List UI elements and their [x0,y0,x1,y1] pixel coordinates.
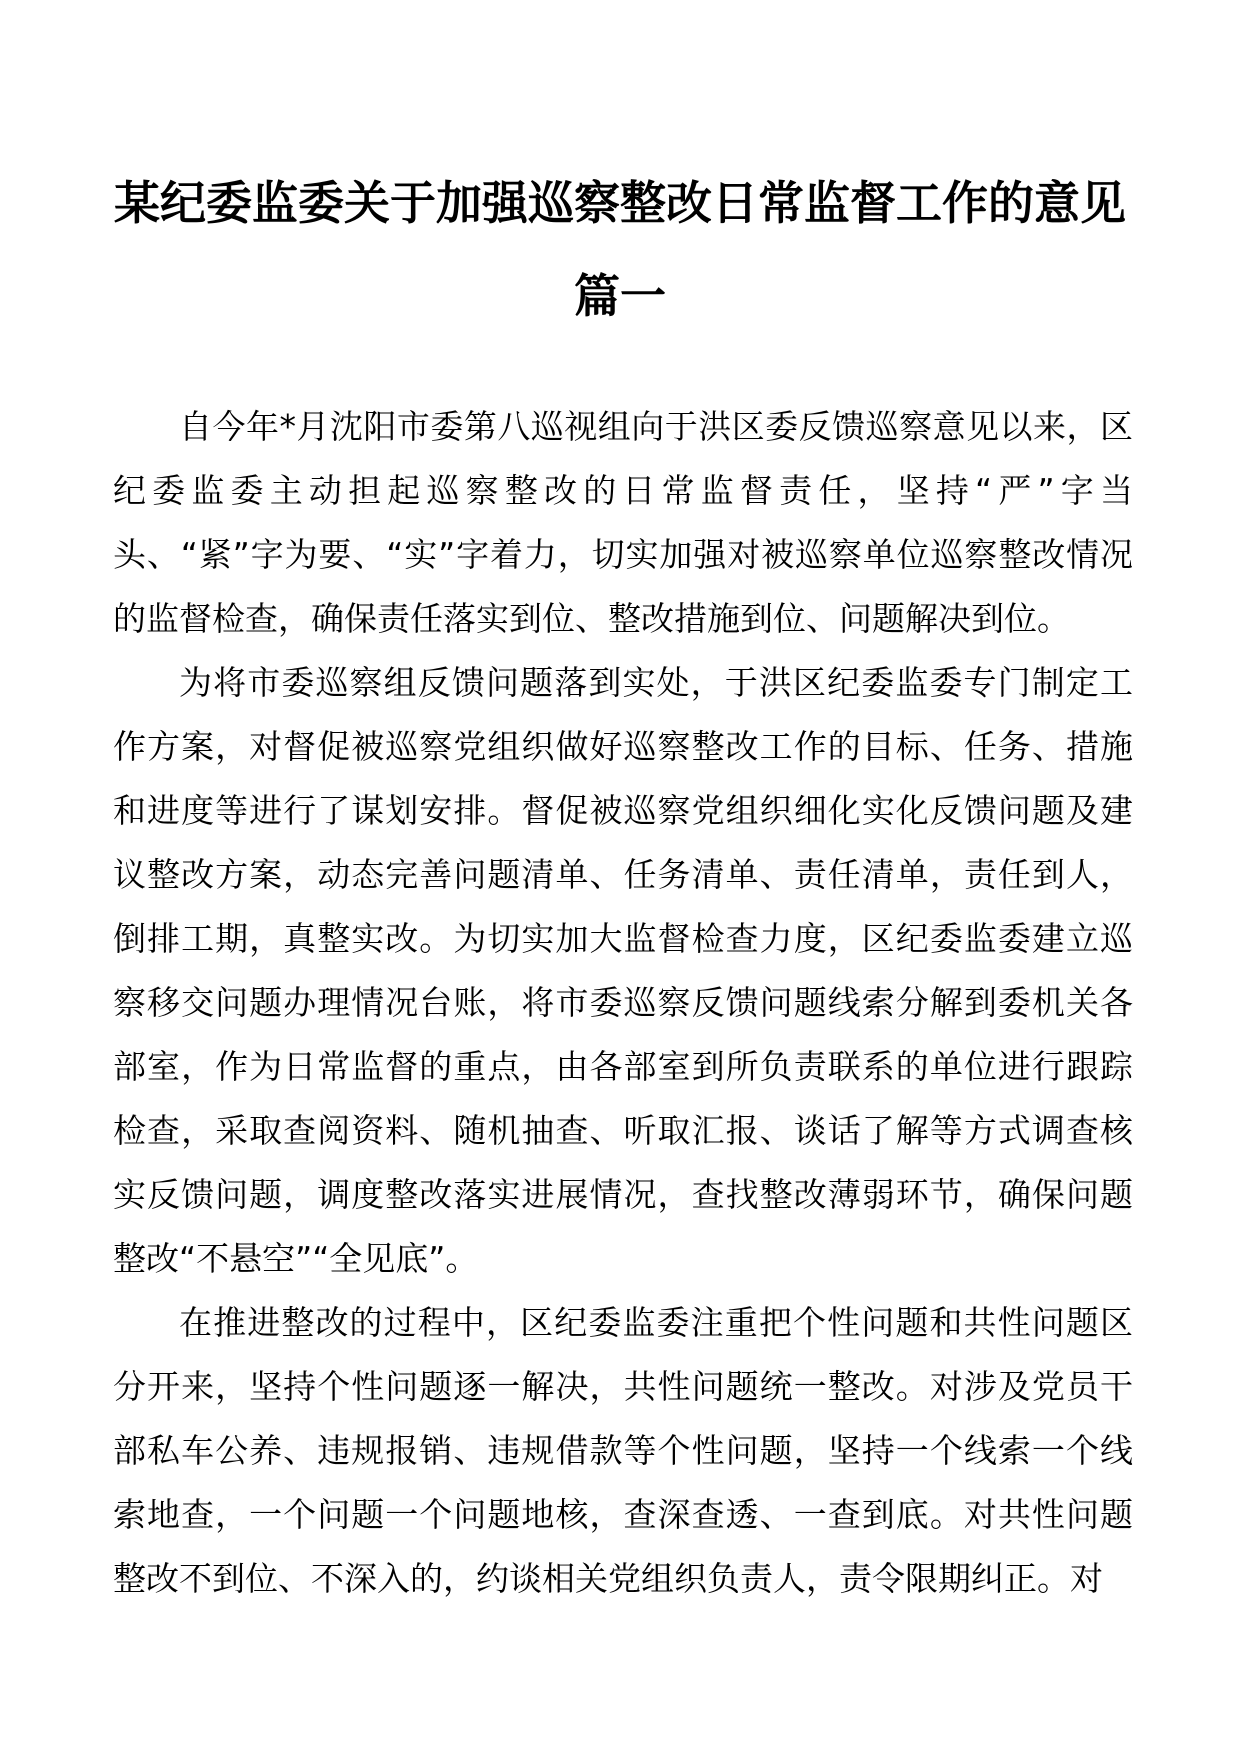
document-subtitle: 篇一 [574,269,666,323]
paragraph: 为将市委巡察组反馈问题落到实处，于洪区纪委监委专门制定工作方案，对督促被巡察党组织做好巡察整改工作的目标、任务、措施和进度等进行了谋划安排。督促被巡察党组织细化实化反馈问题及建议整改方案，动态完善问题清单、任务清单、责任清单，责任到人，倒排工期，真整实改。为切实加大监督检查力度，区纪委监委建立巡察移交问题办理情况台账，将市委巡察反馈问题线索分解到委机关各部室，作为日常监督的重点，由各部室到所负责联系的单位进行跟踪检查，采取查阅资料、随机抽查、听取汇报、谈话了解等方式调查核实反馈问题，调度整改落实进展情况，查找整改薄弱环节，确保问题整改“不悬空”“全见底”。 [113,663,1133,1278]
paragraph: 自今年*月沈阳市委第八巡视组向于洪区委反馈巡察意见以来，区纪委监委主动担起巡察整改的日常监督责任，坚持“严”字当头、“紧”字为要、“实”字着力，切实加强对被巡察单位巡察整改情况的监督检查，确保责任落实到位、整改措施到位、问题解决到位。 [113,407,1133,638]
document-body [113,395,1133,1611]
paragraph: 在推进整改的过程中，区纪委监委注重把个性问题和共性问题区分开来，坚持个性问题逐一解决，共性问题统一整改。对涉及党员干部私车公养、违规报销、违规借款等个性问题，坚持一个线索一个线索地查，一个问题一个问题地核，查深查透、一查到底。对共性问题整改不到位、不深入的，约谈相关党组织负责人，责令限期纠正。对 [113,1303,1133,1598]
document-title: 某纪委监委关于加强巡察整改日常监督工作的意见 [114,176,1126,230]
